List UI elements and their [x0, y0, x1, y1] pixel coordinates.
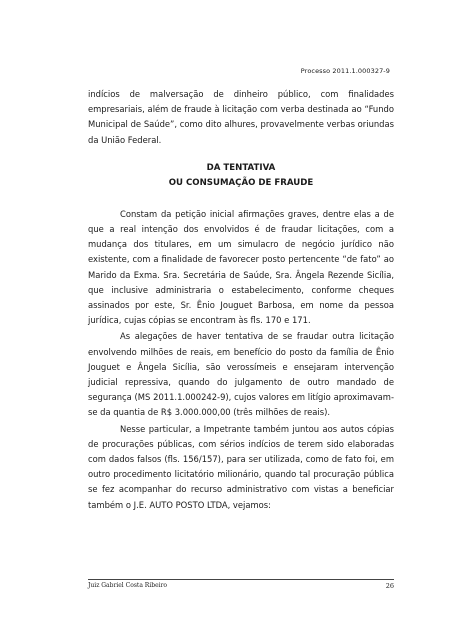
heading-line-2: OU CONSUMAÇÃO DE FRAUDE — [168, 177, 314, 188]
paragraph-4: Nesse particular, a Impetrante também juntou aos autos cópias de procurações públicas, com sérios indícios de terem sido elaboradas com dados falsos (fls. 156/157), para ser utilizada, como de fato foi, em outro procedimento licitatório milionário, quando tal procuração pública se fez acompanhar do recurso administrativo com vistas a beneficiar também o J.E. AUTO POSTO LTDA, vejamos: — [88, 423, 394, 510]
heading-line-1: DA TENTATIVA — [206, 162, 276, 173]
paragraph-1: indícios de malversação de dinheiro público, com finalidades empresariais, além de fraude à licitação com verba destinada ao “Fundo Municipal de Saúde”, como dito alhures, provavelmente verbas oriundas da União Federal. — [88, 89, 394, 145]
document-body — [88, 87, 394, 513]
paragraph-2: Constam da petição inicial afirmações graves, dentre elas a de que a real intenção dos envolvidos é de fraudar licitações, com a mudança dos titulares, em um simulacro de negócio jurídico não existente, com a finalidade de favorecer posto pertencente “de fato” ao Marido da Exma. Sra. Secretária de Saúde, Sra. Ângela Rezende Sicília, que inclusive administraria o estabelecimento, conforme cheques assinados por este, Sr. Ênio Jouguet Barbosa, em nome da pessoa jurídica, cujas cópias se encontram às fls. 170 e 171. — [88, 208, 394, 326]
footer-divider — [88, 579, 394, 580]
page-number: 26 — [385, 582, 394, 590]
paragraph-3: As alegações de haver tentativa de se fraudar outra licitação envolvendo milhões de reais, em benefício do posto da família de Ênio Jouguet e Ângela Sicília, são verossímeis e ensejaram intervenção judicial repressiva, quando do julgamento de outro mandado de segurança (MS 2011.1.000242-9), cujos valores em litígio aproximavam-se da quantia de R$ 3.000.000,00 (três milhões de reais). — [88, 331, 394, 418]
footer-author: Juiz Gabriel Costa Ribeiro — [88, 582, 168, 589]
process-reference: Processo 2011.1.000327-9 — [300, 67, 390, 75]
section-heading — [88, 161, 394, 191]
